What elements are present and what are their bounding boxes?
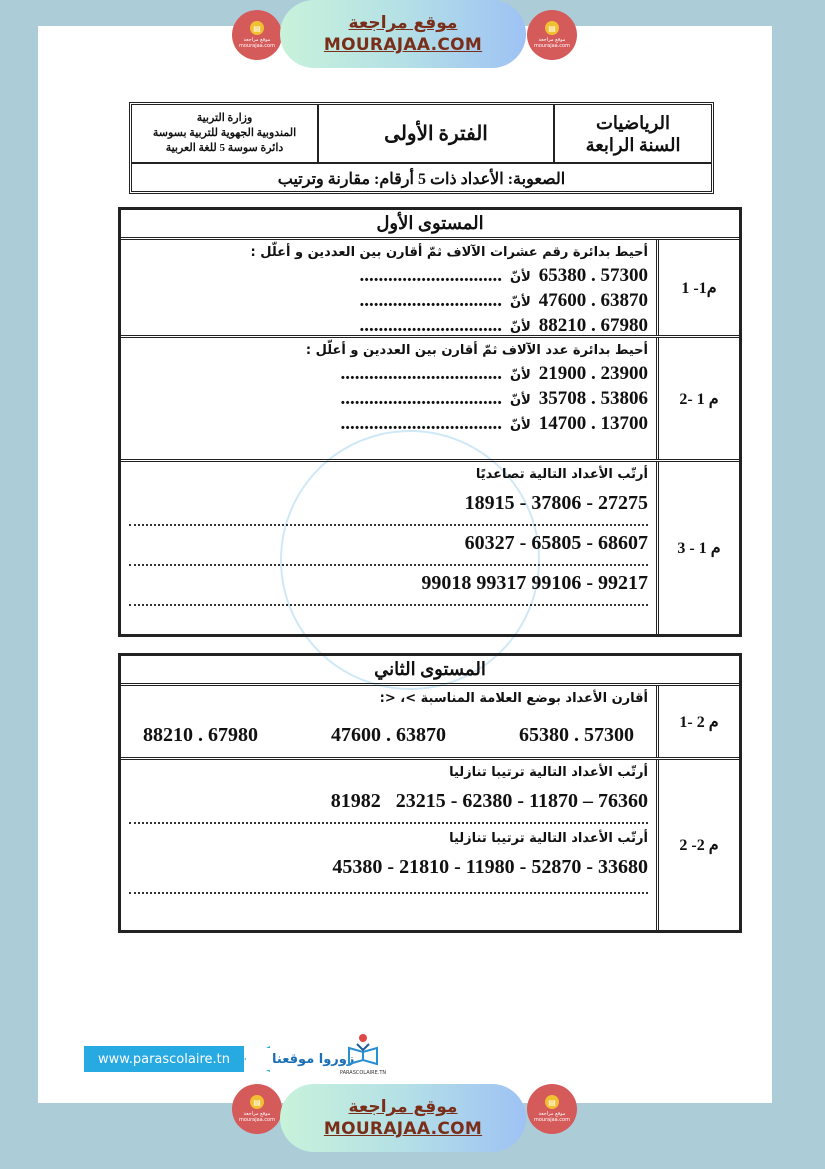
exercise-instruction: أرتّب الأعداد التالية ترتيبا تنازليا [449, 765, 648, 780]
exercise-body [121, 760, 659, 930]
exercise-body [121, 240, 659, 335]
ministry-line: دائرة سوسة 5 للغة العربية [165, 142, 284, 154]
book-icon: ▤ [545, 21, 559, 35]
exercise-code: م 1 -2 [679, 390, 719, 408]
book-icon: ▤ [545, 1095, 559, 1109]
book-icon: ▤ [250, 1095, 264, 1109]
exercise-code: م 2 -1 [679, 713, 719, 731]
grade-label: السنة الرابعة [585, 134, 681, 155]
compare-line: 23900 . 21900لأنّ.................................. [340, 363, 648, 384]
compare-line: 57300 . 65380لأنّ.............................. [359, 265, 648, 286]
compare-line: 53806 . 35708لأنّ.................................. [340, 388, 648, 409]
number-list: 33680 - 52870 - 11980 - 21810 - 45380 [332, 856, 648, 878]
number-list: 99217 - 99106 99317 99018 [421, 572, 648, 594]
mourajaa-badge-top-right[interactable] [527, 10, 577, 60]
ministry-line: وزارة التربية [196, 112, 253, 124]
badge-text: موقع مراجعة mourajaa.com [533, 37, 570, 49]
exercise-code: م 2- 2 [679, 837, 719, 854]
banner-arabic: موقع مراجعة [348, 13, 458, 33]
number-list: 76360 – 11870 - 62380 - 23215 81982 [330, 790, 648, 812]
exercise-instruction: أحيط بدائرة رقم عشرات الآلاف ثمّ أقارن بين العددين و أعلّل : [250, 245, 648, 260]
badge-text: موقع مراجعة mourajaa.com [238, 37, 275, 49]
exercise-code: م 1 - 3 [677, 540, 721, 557]
exercise-instruction: أرتّب الأعداد التالية تصاعديًا [475, 467, 648, 482]
compare-line: 67980 . 88210لأنّ.............................. [359, 315, 648, 336]
answer-dotted-line[interactable] [129, 524, 648, 526]
compare-line: 13700 . 14700لأنّ.................................. [340, 413, 648, 434]
exercise-row-1-3 [121, 462, 739, 634]
ministry-cell [132, 105, 317, 162]
difficulty-row [132, 166, 711, 191]
badge-text: موقع مراجعة mourajaa.com [238, 1111, 275, 1123]
parascolaire-logo[interactable] [340, 1030, 386, 1080]
level-1-title: المستوى الأول [121, 210, 739, 240]
badge-text: موقع مراجعة mourajaa.com [533, 1111, 570, 1123]
exercise-row-1-1 [121, 240, 739, 338]
difficulty-label: الصعوبة: الأعداد ذات 5 أرقام: مقارنة وترتيب [277, 170, 566, 188]
level-1-table [118, 207, 742, 637]
exercise-row-2-1 [121, 686, 739, 760]
exercise-row-1-2 [121, 338, 739, 462]
exercise-instruction: أحيط بدائرة عدد الآلاف ثمّ أقارن بين العددين و أعلّل : [305, 343, 648, 358]
subject-cell [553, 105, 711, 162]
info-header-table [129, 102, 714, 194]
book-icon: ▤ [250, 21, 264, 35]
banner-latin: MOURAJAA.COM [323, 35, 483, 55]
period-cell [317, 105, 553, 162]
period-label: الفترة الأولى [384, 123, 488, 145]
exercise-code: م1- 1 [681, 279, 717, 297]
level-2-title: المستوى الثاني [121, 656, 739, 686]
level-2-table [118, 653, 742, 933]
ministry-line: المندوبية الجهوية للتربية بسوسة [152, 127, 297, 139]
parascolaire-url-link[interactable]: www.parascolaire.tn [84, 1046, 244, 1072]
compare-pairs [129, 710, 648, 751]
mourajaa-badge-bottom-right[interactable] [527, 1084, 577, 1134]
visit-label: زوروا موقعنا [272, 1051, 355, 1067]
compare-pair[interactable]: 63870 . 47600 [331, 724, 446, 746]
exercise-body [121, 686, 659, 757]
open-book-icon [343, 1030, 383, 1070]
banner-latin: MOURAJAA.COM [323, 1119, 483, 1139]
answer-dotted-line[interactable] [129, 604, 648, 606]
compare-pair[interactable]: 57300 . 65380 [519, 724, 634, 746]
exercise-body [121, 462, 659, 634]
compare-pair[interactable]: 67980 . 88210 [143, 724, 258, 746]
mourajaa-badge-bottom-left[interactable] [232, 1084, 282, 1134]
exercise-row-2-2 [121, 760, 739, 930]
number-list: 68607 - 65805 - 60327 [464, 532, 648, 554]
exercise-body [121, 338, 659, 459]
number-list: 27275 - 37806 - 18915 [464, 492, 648, 514]
logo-label: PARASCOLAIRE.TN [339, 1070, 387, 1076]
answer-dotted-line[interactable] [129, 822, 648, 824]
mourajaa-badge-top-left[interactable] [232, 10, 282, 60]
exercise-instruction: أرتّب الأعداد التالية ترتيبا تنازليا [449, 831, 648, 846]
mourajaa-banner-bottom[interactable] [280, 1084, 526, 1152]
compare-line: 63870 . 47600لأنّ.............................. [359, 290, 648, 311]
answer-dotted-line[interactable] [129, 564, 648, 566]
mourajaa-banner-top[interactable] [280, 0, 526, 68]
answer-dotted-line[interactable] [129, 892, 648, 894]
exercise-instruction: أقارن الأعداد بوضع العلامة المناسبة >، <: [379, 691, 648, 706]
banner-arabic: موقع مراجعة [348, 1097, 458, 1117]
subject-label: الرياضيات [595, 112, 671, 133]
